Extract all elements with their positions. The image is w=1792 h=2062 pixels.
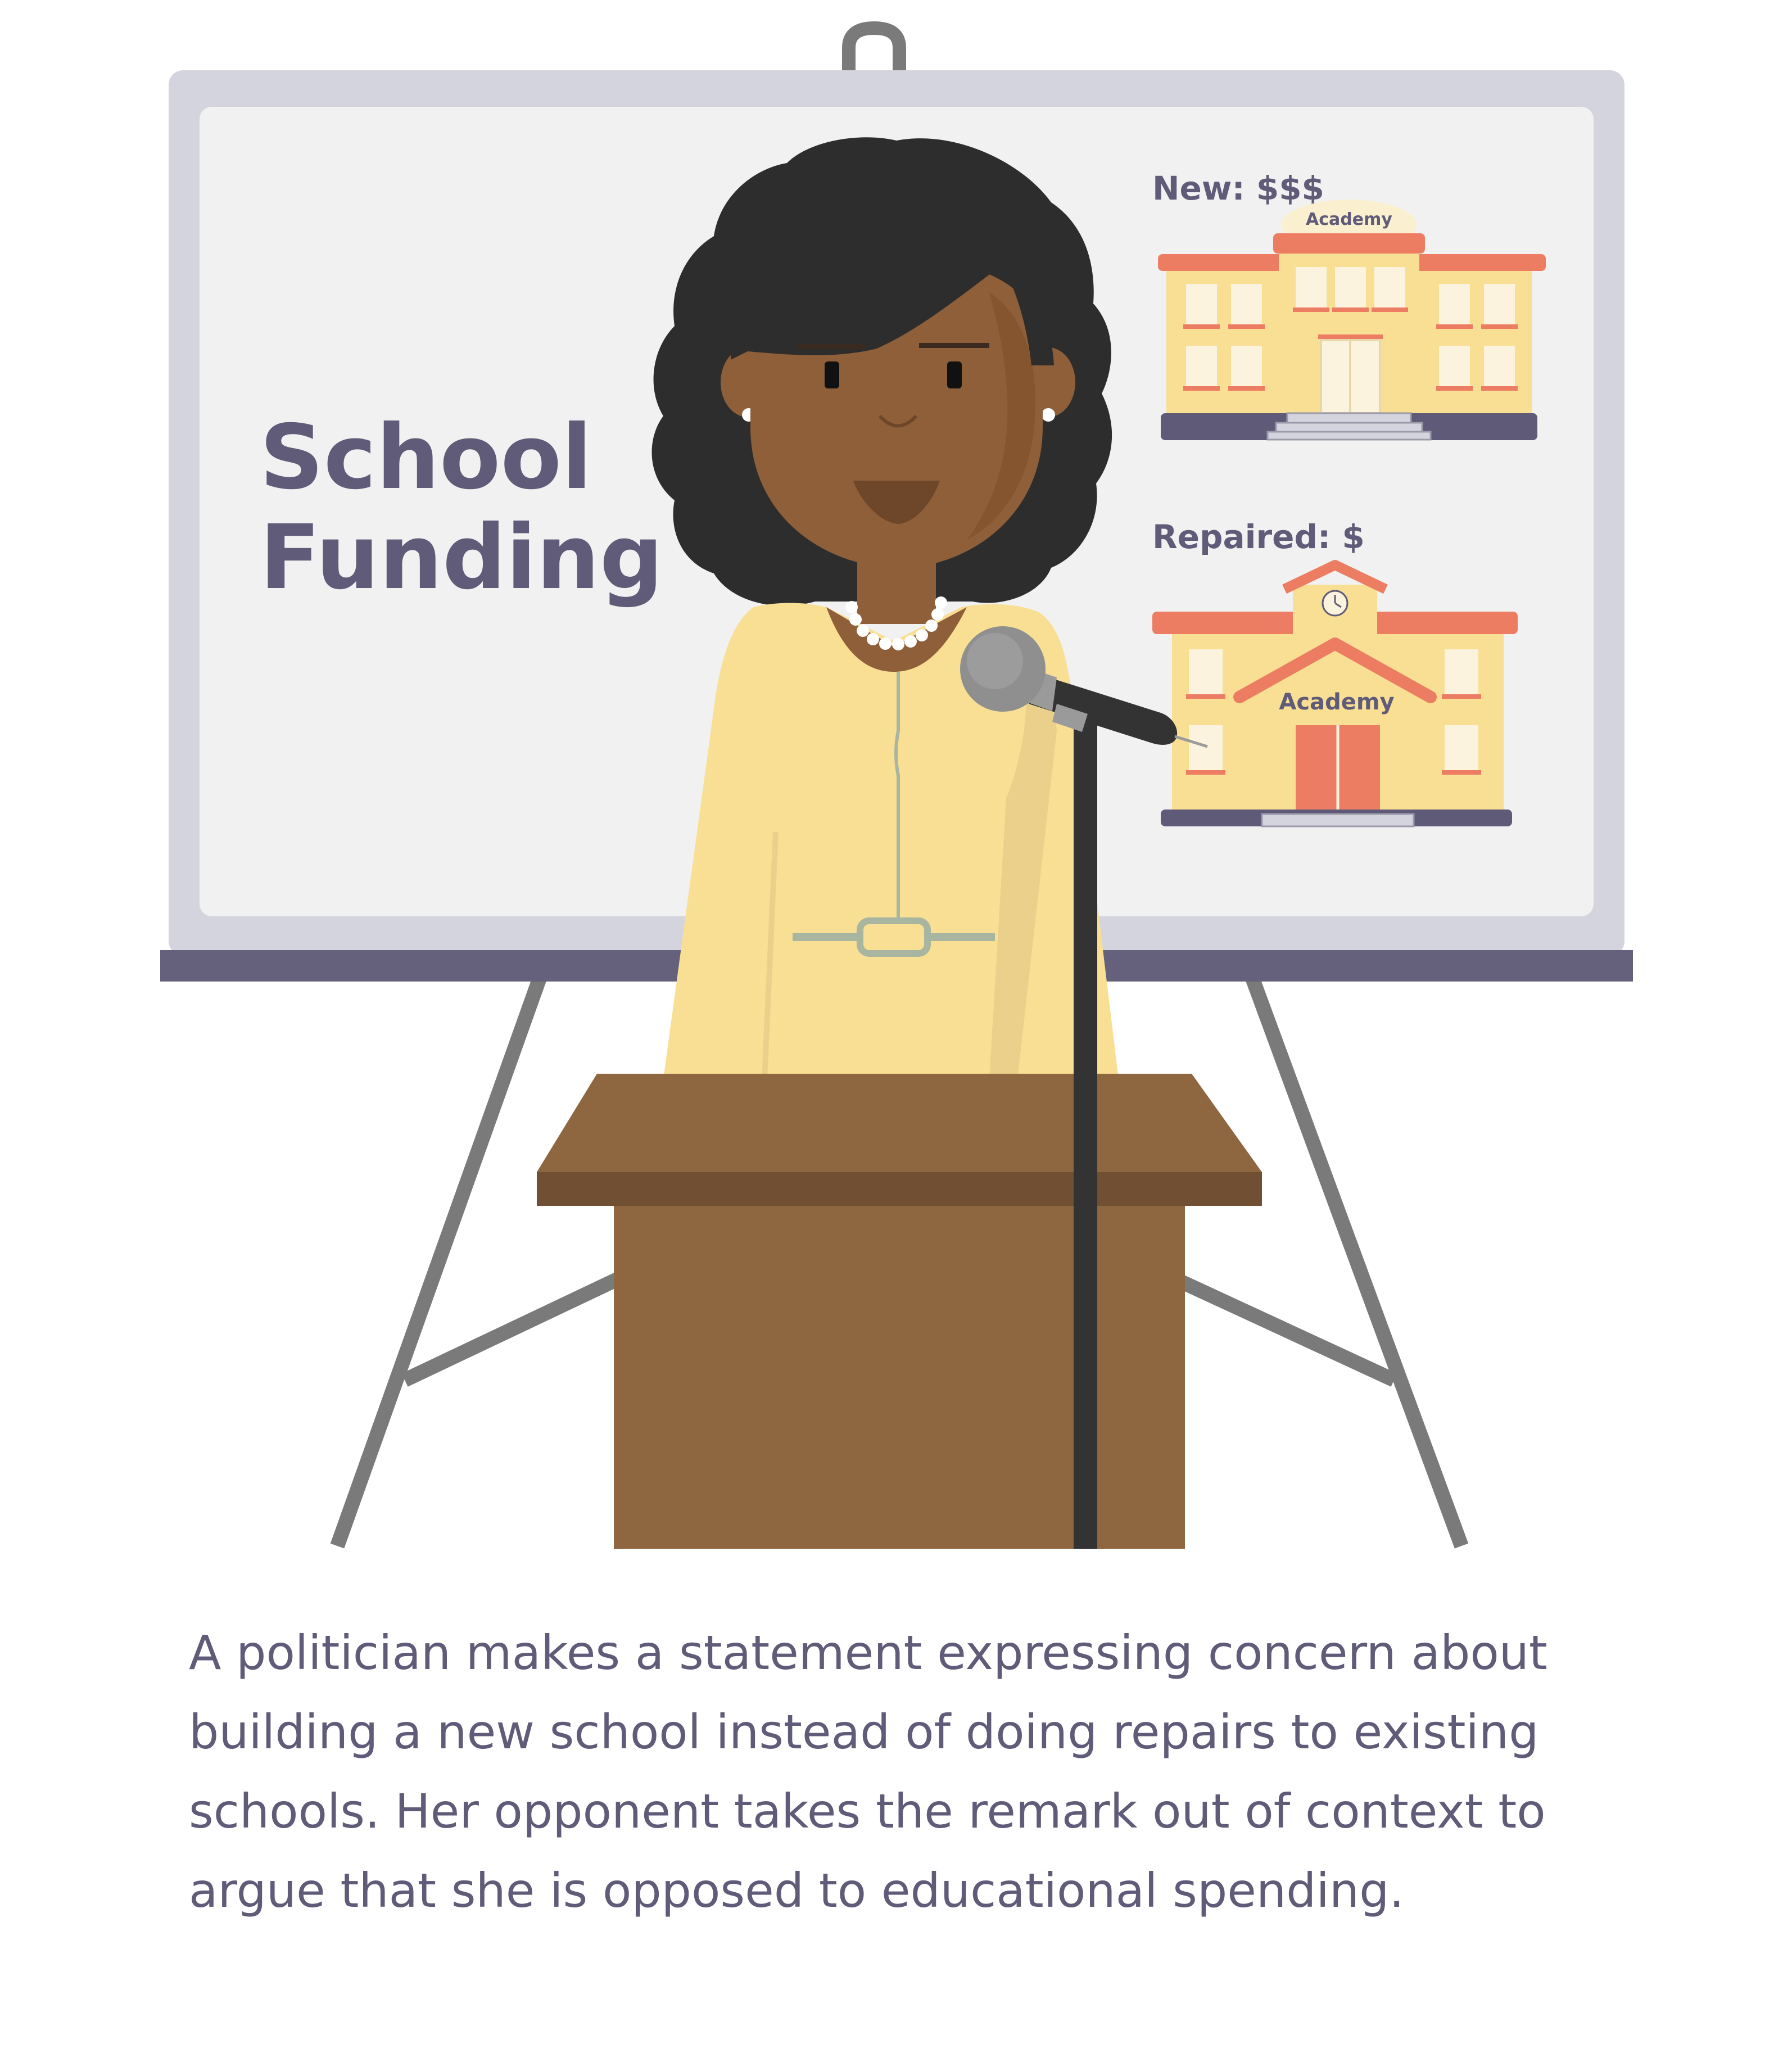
belt-buckle <box>860 921 927 953</box>
caption-line: building a new school instead of doing repairs to existing <box>189 1704 1539 1760</box>
board-title-line2: Funding <box>260 506 663 609</box>
podium <box>537 1074 1262 1549</box>
new-cost-label: New: $$$ <box>1152 169 1324 207</box>
repaired-building-sign: Academy <box>1279 689 1395 715</box>
caption-line: argue that she is opposed to educational spending. <box>189 1863 1405 1918</box>
mic-stand <box>1074 717 1097 1549</box>
eye-right <box>947 361 962 388</box>
easel-hook <box>849 28 899 73</box>
clock-icon <box>1323 591 1347 616</box>
board-title-line1: School <box>260 406 592 509</box>
earring-right <box>1042 408 1055 422</box>
new-building-sign: Academy <box>1306 210 1392 229</box>
caption <box>189 1613 1639 1930</box>
caption-line: schools. Her opponent takes the remark out of context to <box>189 1784 1546 1839</box>
eye-left <box>825 361 839 388</box>
caption-line: A politician makes a statement expressing concern about <box>189 1625 1547 1680</box>
repaired-cost-label: Repaired: $ <box>1152 518 1365 556</box>
dress <box>663 603 1119 1080</box>
